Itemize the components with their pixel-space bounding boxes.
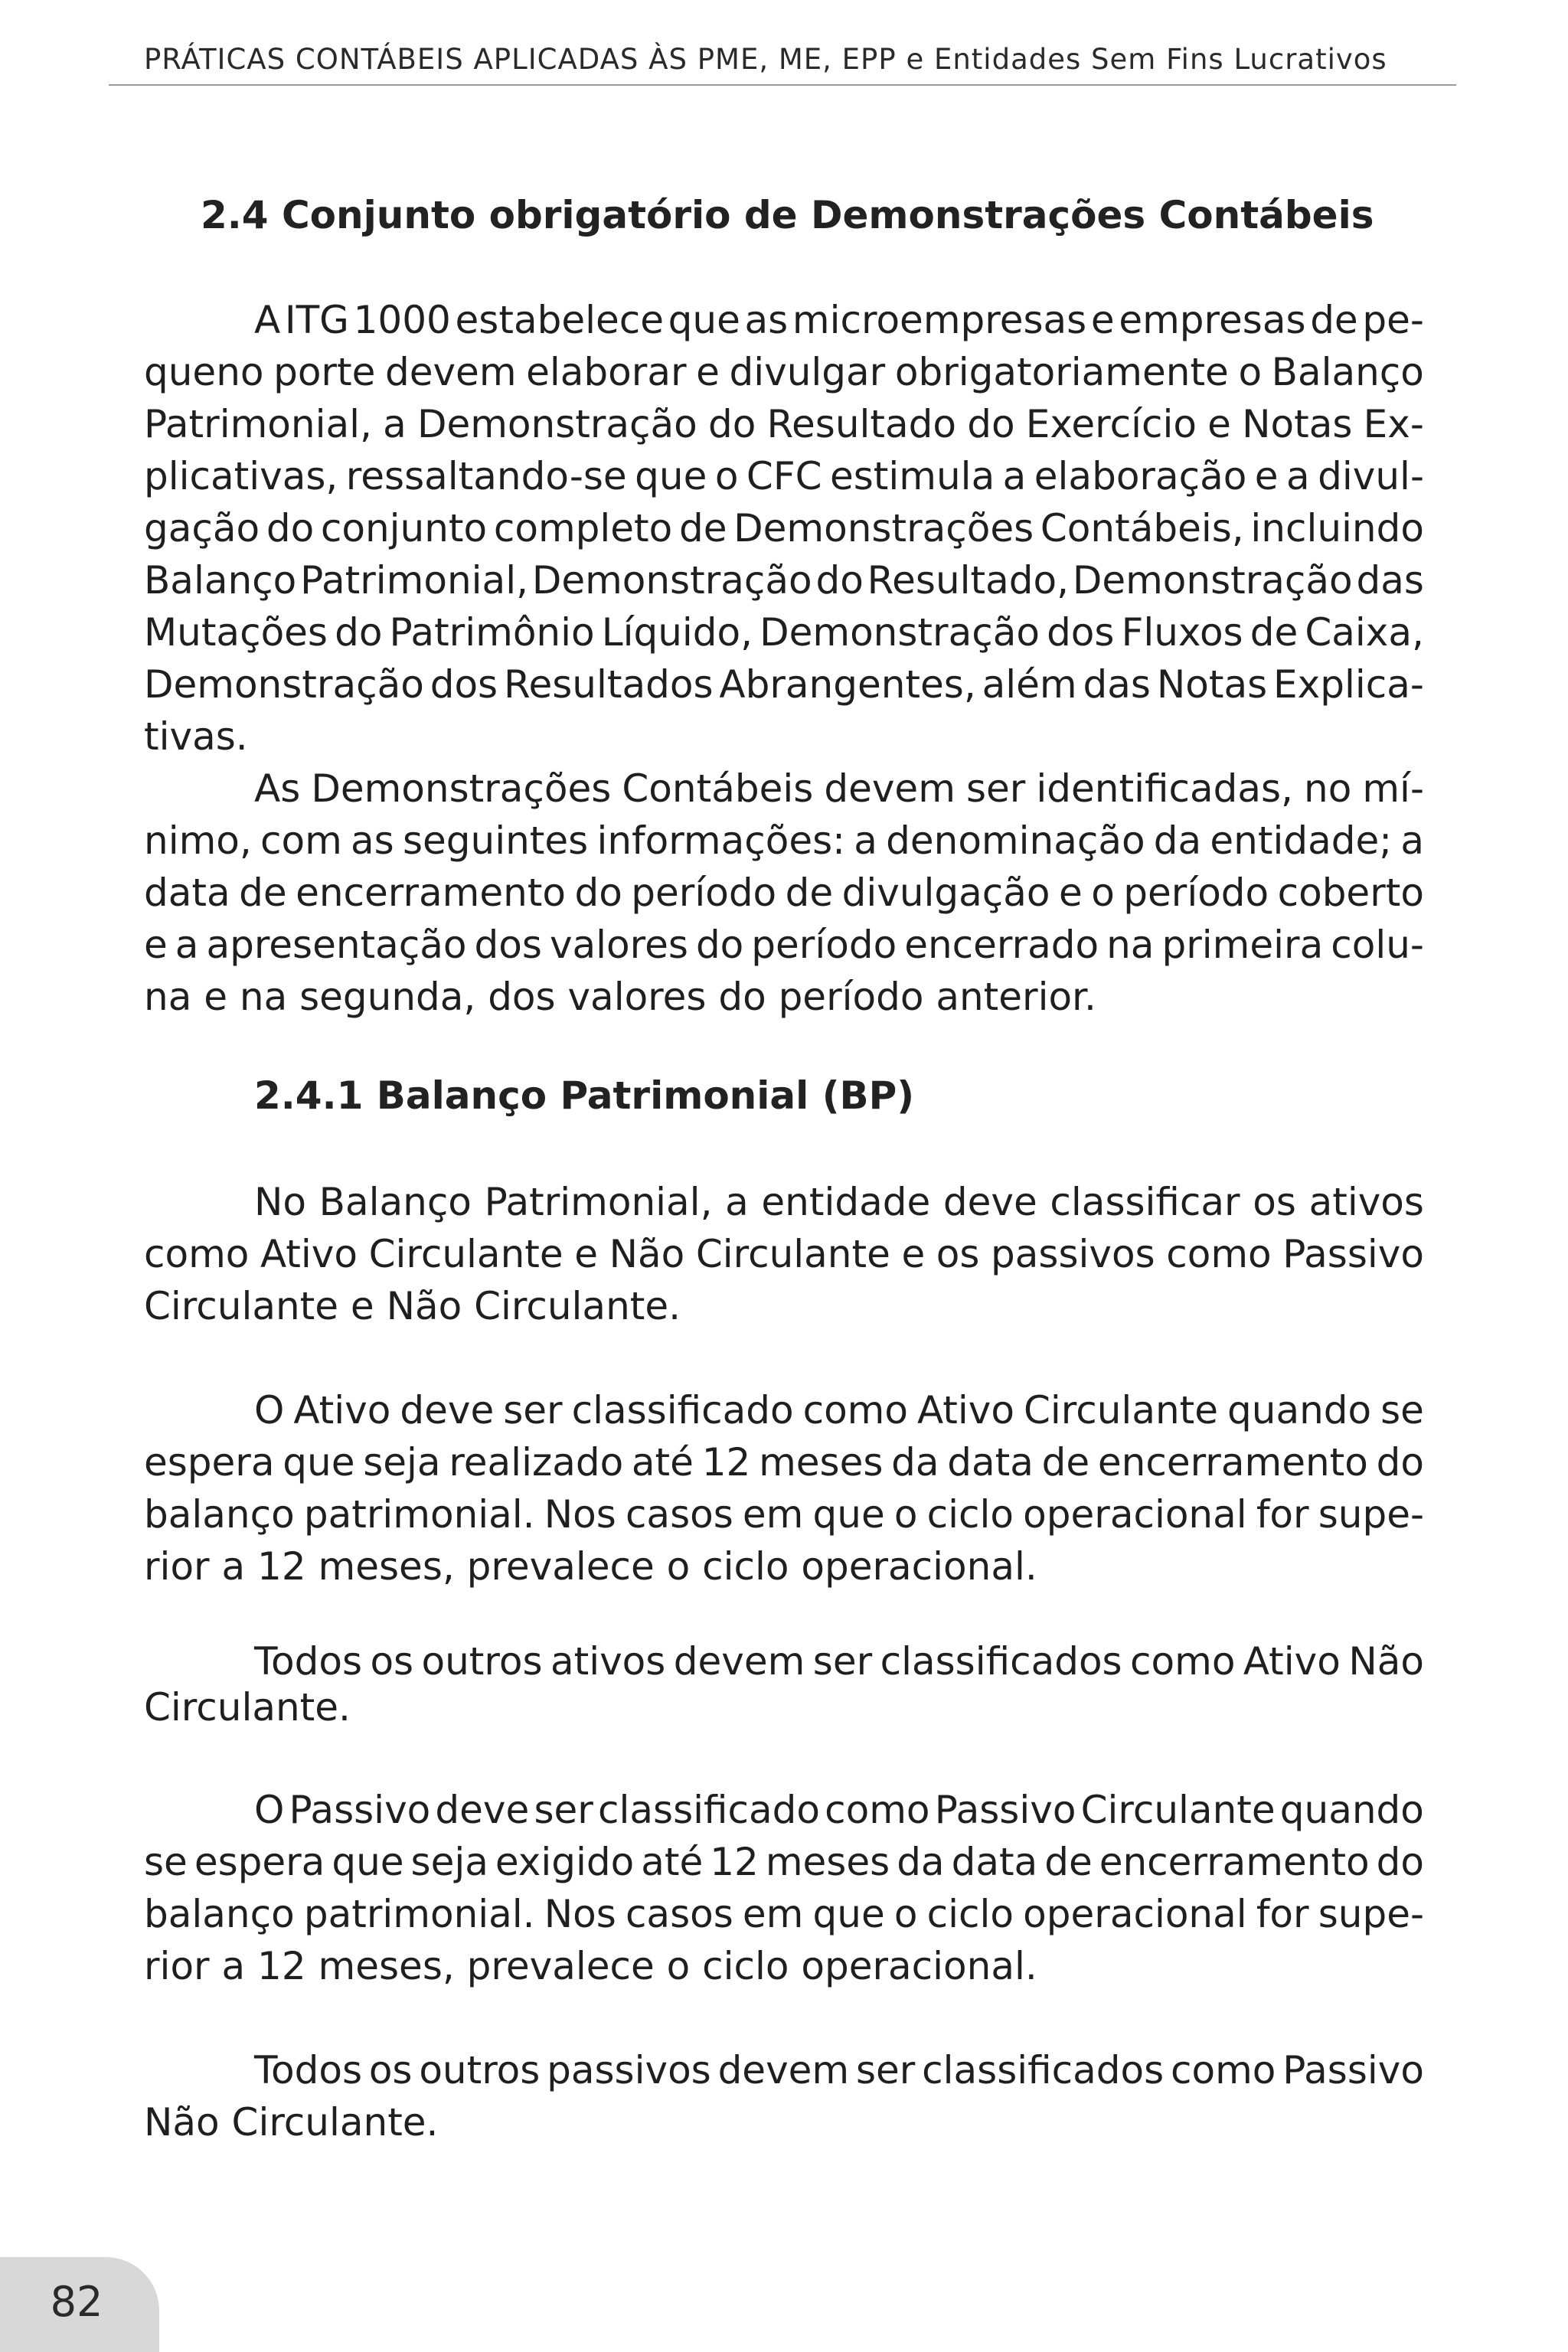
text-line: plicativas, ressaltando-se que o CFC estimula a elaboração e a divul- (144, 454, 1424, 498)
subsection-title: 2.4.1 Balanço Patrimonial (BP) (254, 1073, 915, 1118)
text-line: O Ativo deve ser classificado como Ativo Circulante quando se (254, 1388, 1424, 1432)
text-line: rior a 12 meses, prevalece o ciclo operacional. (144, 1944, 1037, 1988)
text-line: balanço patrimonial. Nos casos em que o ciclo operacional for supe- (144, 1492, 1424, 1537)
section-title: 2.4 Conjunto obrigatório de Demonstrações Contábeis (201, 193, 1374, 237)
text-line: nimo, com as seguintes informações: a denominação da entidade; a (144, 818, 1424, 863)
text-line: Circulante. (144, 1685, 351, 1730)
text-line: Patrimonial, a Demonstração do Resultado do Exercício e Notas Ex- (144, 402, 1424, 446)
paragraph-ativo-circulante (144, 1384, 1424, 1592)
text-line: se espera que seja exigido até 12 meses da data de encerramento do (144, 1840, 1424, 1884)
running-header: PRÁTICAS CONTÁBEIS APLICADAS ÀS PME, ME, EPP e Entidades Sem Fins Lucrativos (144, 43, 1387, 76)
text-line: queno porte devem elaborar e divulgar obrigatoriamente o Balanço (144, 350, 1424, 394)
paragraph-passivo-nao-circulante (144, 2044, 1424, 2148)
text-line: Circulante e Não Circulante. (144, 1284, 681, 1328)
paragraph-bp-classification (144, 1176, 1424, 1332)
page-number: 82 (50, 2278, 103, 2326)
text-line: Todos os outros passivos devem ser classificados como Passivo (254, 2048, 1424, 2092)
text-line: O Passivo deve ser classificado como Passivo Circulante quando (254, 1788, 1424, 1832)
text-line: Todos os outros ativos devem ser classificados como Ativo Não (254, 1639, 1424, 1684)
text-line: No Balanço Patrimonial, a entidade deve classificar os ativos (254, 1180, 1424, 1224)
text-line: Demonstração dos Resultados Abrangentes, além das Notas Explica- (144, 662, 1424, 707)
text-line: Balanço Patrimonial, Demonstração do Resultado, Demonstração das (144, 558, 1424, 603)
text-line: rior a 12 meses, prevalece o ciclo operacional. (144, 1544, 1037, 1589)
paragraph-itg-1000 (144, 294, 1424, 763)
text-line: data de encerramento do período de divulgação e o período coberto (144, 871, 1424, 915)
header-rule (109, 84, 1456, 86)
paragraph-passivo-circulante (144, 1784, 1424, 1992)
text-line: A ITG 1000 estabelece que as microempresas e empresas de pe- (254, 298, 1424, 342)
text-line: como Ativo Circulante e Não Circulante e os passivos como Passivo (144, 1232, 1424, 1276)
text-line: As Demonstrações Contábeis devem ser identificadas, no mí- (254, 766, 1424, 811)
text-line: Não Circulante. (144, 2100, 439, 2145)
text-line: tivas. (144, 714, 248, 759)
text-line: espera que seja realizado até 12 meses da data de encerramento do (144, 1440, 1424, 1485)
text-line: e a apresentação dos valores do período encerrado na primeira colu- (144, 923, 1424, 967)
text-line: gação do conjunto completo de Demonstrações Contábeis, incluindo (144, 506, 1424, 550)
text-line: Mutações do Patrimônio Líquido, Demonstração dos Fluxos de Caixa, (144, 610, 1424, 655)
paragraph-identification (144, 763, 1424, 1023)
text-line: balanço patrimonial. Nos casos em que o ciclo operacional for supe- (144, 1892, 1424, 1936)
text-line: na e na segunda, dos valores do período anterior. (144, 975, 1096, 1019)
paragraph-ativo-nao-circulante (144, 1638, 1424, 1730)
